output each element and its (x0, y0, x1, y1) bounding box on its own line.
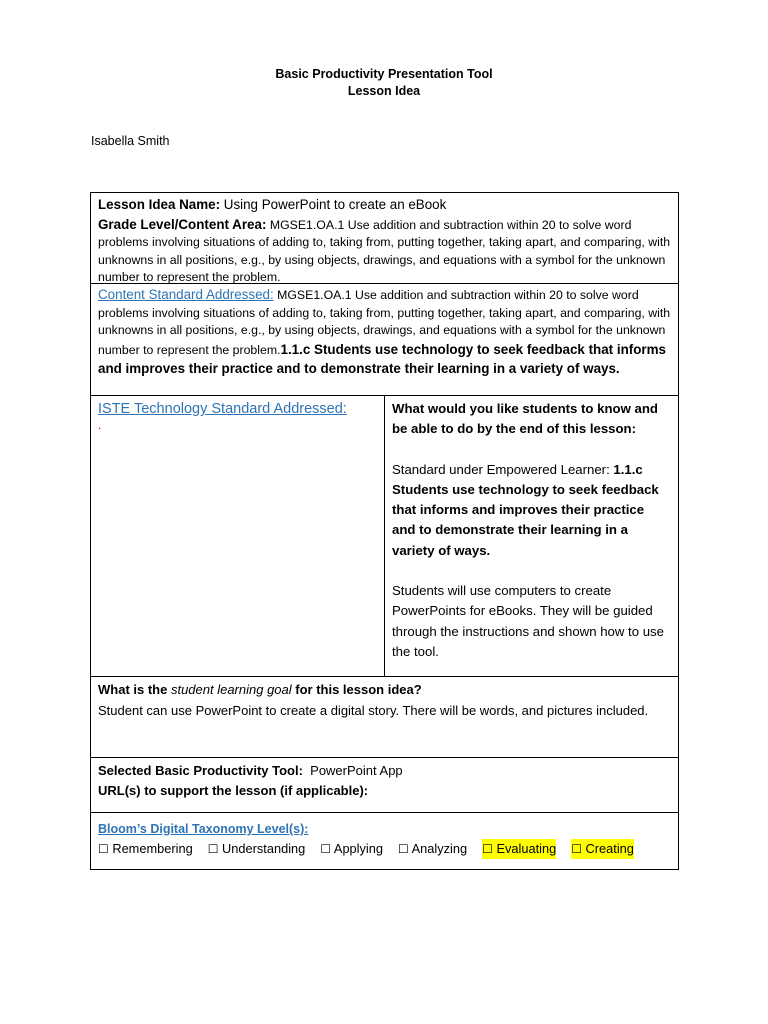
bloom-level-analyzing[interactable]: ☐ Analyzing (398, 841, 468, 856)
url-label: URL(s) to support the lesson (if applicable): (98, 783, 369, 798)
bloom-level-remembering[interactable]: ☐ Remembering (98, 841, 193, 856)
bloom-level-understanding[interactable]: ☐ Understanding (207, 841, 306, 856)
bloom-level-evaluating[interactable]: ☐ Evaluating (482, 839, 556, 859)
iste-standard-link[interactable]: ISTE Technology Standard Addressed: (98, 401, 347, 417)
author-name: Isabella Smith (91, 134, 170, 148)
content-standard-row (91, 284, 678, 396)
checkbox-icon[interactable]: ☐ (207, 842, 219, 856)
title-line-1: Basic Productivity Presentation Tool (275, 67, 493, 81)
lesson-name-row (91, 193, 678, 284)
content-standard-link[interactable]: Content Standard Addressed: (98, 287, 274, 302)
goal-question-prefix: What is the (98, 682, 171, 697)
tool-label: Selected Basic Productivity Tool: (98, 763, 303, 778)
tool-value: PowerPoint App (302, 763, 403, 778)
title-line-2: Lesson Idea (347, 84, 421, 98)
checkbox-icon[interactable]: ☐ (98, 842, 109, 856)
lesson-idea-table (90, 192, 679, 870)
goal-question-italic: student learning goal (170, 682, 292, 697)
lesson-description: Students will use computers to create PowerPoints for eBooks. They will be guided through the instructions and shown how to use the tool. (392, 583, 664, 659)
checkbox-icon[interactable]: ☐ (571, 842, 582, 856)
bloom-row (91, 813, 678, 869)
iste-standard-value: . (98, 418, 102, 432)
bloom-level-creating[interactable]: ☐ Creating (571, 839, 634, 859)
standard-prefix: Standard under Empowered Learner: (392, 461, 614, 477)
lesson-idea-name-label: Lesson Idea Name: (98, 197, 221, 212)
bloom-taxonomy-link[interactable]: Bloom’s Digital Taxonomy Level(s): (98, 822, 309, 836)
bloom-level-applying[interactable]: ☐ Applying (320, 841, 383, 856)
content-standard-bold: 1.1.c Students use technology to seek feedback that informs and improves their practice and to demonstrate their learning in a variety of ways. (98, 341, 666, 376)
learning-goal-row (91, 677, 678, 758)
checkbox-icon[interactable]: ☐ (320, 842, 332, 856)
iste-standard-row (91, 396, 678, 677)
tool-row (91, 758, 678, 813)
goal-question-suffix: for this lesson idea? (291, 682, 422, 697)
objectives-cell (385, 396, 678, 676)
checkbox-icon[interactable]: ☐ (398, 842, 409, 856)
grade-level-value: MGSE1.OA.1 Use addition and subtraction within 20 to solve word problems involving situations of adding to, taking from, putting together, taking apart, and comparing, with unknowns in all positions, e.g., by using objects, drawings, and equations with a symbol for the unknown number to represent the problem. (98, 217, 671, 284)
checkbox-icon[interactable]: ☐ (482, 842, 493, 856)
iste-cell (91, 396, 385, 676)
grade-level-label: Grade Level/Content Area: (98, 216, 267, 232)
standard-bold: 1.1.c Students use technology to seek feedback that informs and improves their practice and to demonstrate their learning in a variety of ways. (392, 461, 659, 558)
learning-goal-answer: Student can use PowerPoint to create a digital story. There will be words, and pictures included. (98, 702, 649, 718)
lesson-idea-name-value: Using PowerPoint to create an eBook (220, 197, 447, 212)
bloom-levels (98, 839, 671, 859)
page-title (0, 66, 768, 100)
content-standard-text: MGSE1.OA.1 Use addition and subtraction within 20 to solve word problems involving situations of adding to, taking from, putting together, taking apart, and comparing, with unknowns in all positions, e.g., by using objects, drawings, and equations with a symbol for the unknown number to represent the problem. (98, 288, 671, 357)
objective-question: What would you like students to know and be able to do by the end of this lesson: (392, 401, 658, 437)
